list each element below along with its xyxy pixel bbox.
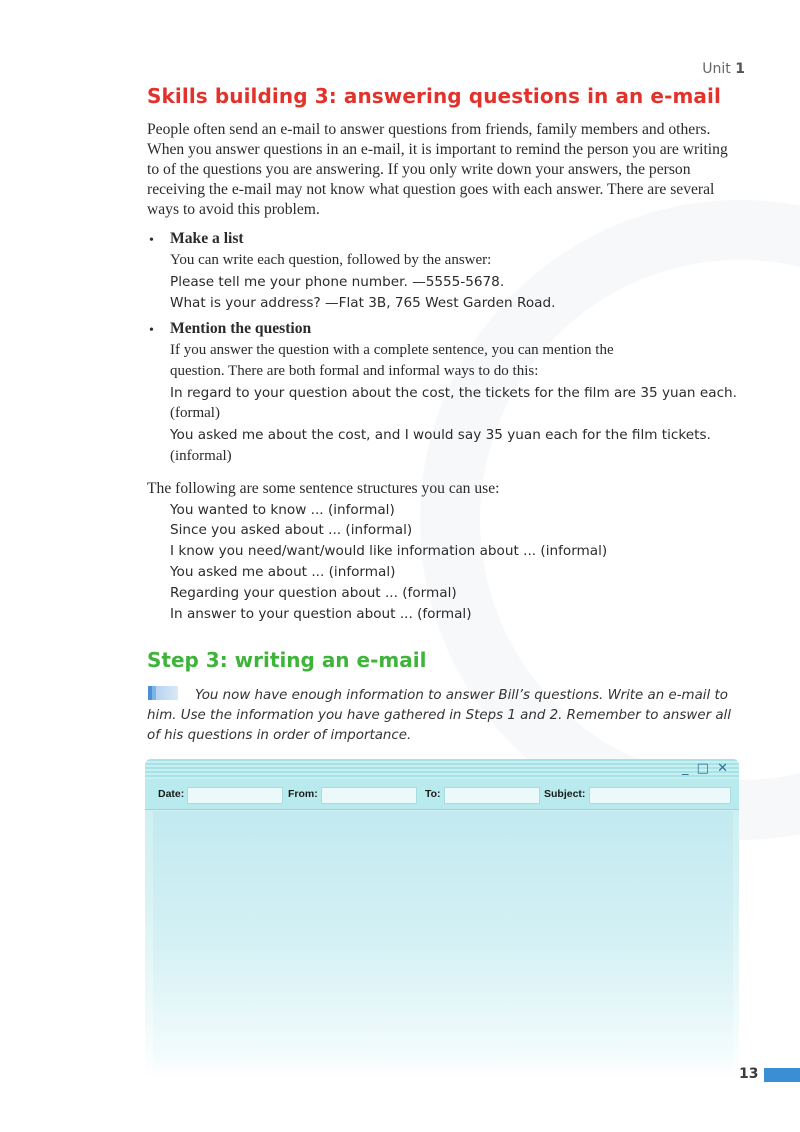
example-line: In regard to your question about the cost, the tickets for the film are 35 yuan each. — [170, 385, 737, 401]
structure-item: In answer to your question about ... (formal) — [170, 606, 472, 622]
step3-title: Step 3: writing an e-mail — [147, 648, 427, 672]
bullet-heading-mention-the-question: Mention the question — [170, 320, 312, 337]
from-field[interactable] — [321, 787, 417, 804]
subject-field[interactable] — [589, 787, 731, 804]
page-number: 13 — [739, 1066, 759, 1082]
from-label: From: — [288, 788, 318, 800]
example-line: What is your address? —Flat 3B, 765 West Garden Road. — [170, 295, 556, 311]
task-instructions: You now have enough information to answer Bill’s questions. Write an e-mail to him. Use the information you have gathered in Steps 1 and 2. Remember to answer all of his questions in order of importance. — [147, 688, 731, 743]
structure-item: Regarding your question about ... (formal) — [170, 585, 457, 601]
bullet-line: If you answer the question with a complete sentence, you can mention the — [170, 342, 614, 358]
email-titlebar — [145, 759, 739, 779]
structure-item: I know you need/want/would like information about ... (informal) — [170, 543, 608, 559]
email-body-area[interactable] — [153, 811, 733, 1079]
close-icon[interactable]: ✕ — [717, 761, 729, 776]
example-line: Please tell me your phone number. —5555-5678. — [170, 274, 505, 290]
structure-item: You asked me about ... (informal) — [170, 564, 396, 580]
structure-item: You wanted to know ... (informal) — [170, 502, 395, 518]
example-line: You asked me about the cost, and I would say 35 yuan each for the film tickets. — [170, 427, 711, 443]
structure-item: Since you asked about ... (informal) — [170, 522, 413, 538]
date-label: Date: — [158, 788, 185, 800]
email-header-fields — [145, 779, 739, 810]
maximize-icon[interactable]: □ — [696, 761, 710, 776]
bullet-line: You can write each question, followed by the answer: — [170, 252, 492, 268]
subject-label: Subject: — [544, 788, 586, 800]
register-label: (formal) — [170, 405, 220, 421]
email-window — [145, 759, 739, 1079]
unit-label: Unit 1 — [702, 61, 745, 77]
bullet-marker: • — [149, 233, 154, 248]
to-field[interactable] — [444, 787, 540, 804]
section-title: Skills building 3: answering questions in an e-mail — [147, 84, 721, 108]
minimize-icon[interactable]: _ — [682, 761, 690, 776]
register-label: (informal) — [170, 448, 232, 464]
page-tab-bar — [764, 1068, 800, 1082]
bullet-line: question. There are both formal and informal ways to do this: — [170, 363, 539, 379]
bullet-marker: • — [149, 323, 154, 338]
intro-paragraph: People often send an e-mail to answer questions from friends, family members and others. When you answer questions in an e-mail, it is important to remind the person you are writing to of the questions you are answering. If you only write down your answers, the person receiving the e-mail may not know what question goes with each answer. There are several ways to avoid this problem. — [147, 121, 728, 218]
to-label: To: — [425, 788, 441, 800]
date-field[interactable] — [187, 787, 283, 804]
structures-intro: The following are some sentence structures you can use: — [147, 480, 500, 497]
bullet-heading-make-a-list: Make a list — [170, 230, 244, 247]
window-controls — [680, 761, 729, 776]
